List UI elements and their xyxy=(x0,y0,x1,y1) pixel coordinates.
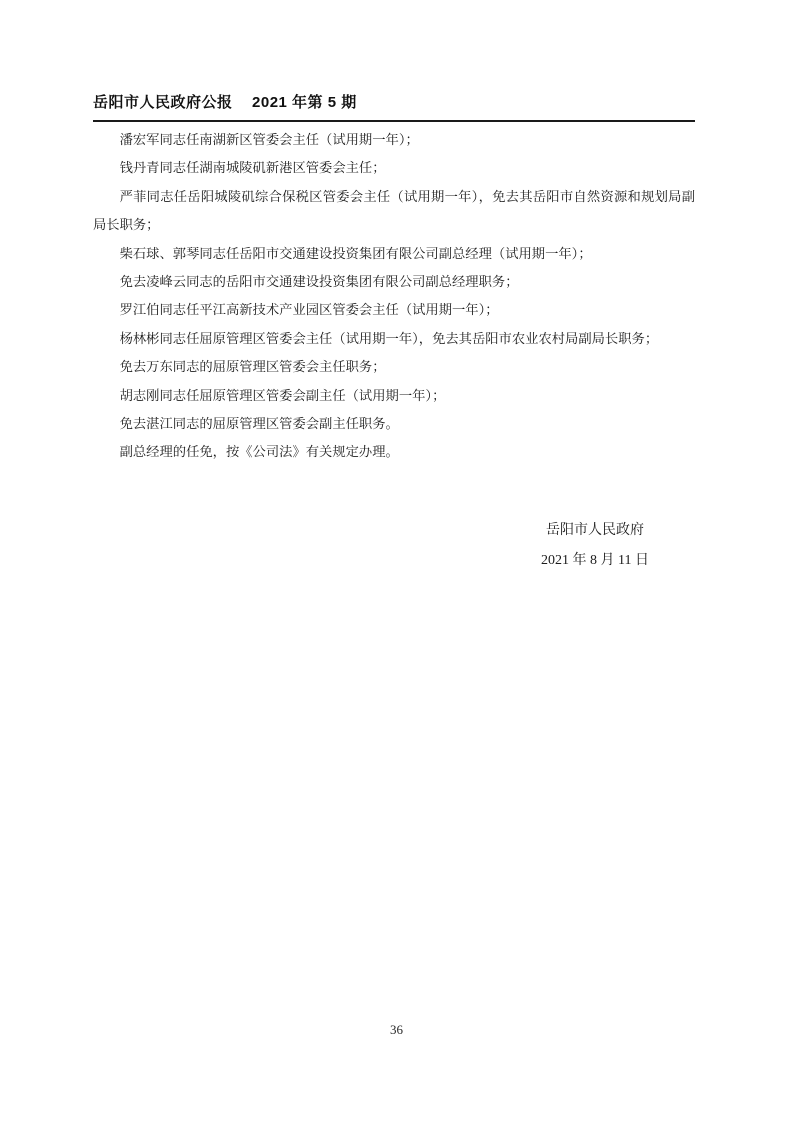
signature-inner xyxy=(541,516,649,576)
gazette-issue: 2021 年第 5 期 xyxy=(252,94,357,111)
body-paragraph: 免去湛江同志的屈原管理区管委会副主任职务。 xyxy=(119,416,399,432)
signature-block xyxy=(93,516,695,576)
body-paragraph: 副总经理的任免，按《公司法》有关规定办理。 xyxy=(119,444,399,460)
body-paragraph: 罗江伯同志任平江高新技术产业园区管委会主任（试用期一年）； xyxy=(119,302,499,318)
signature-date: 2021 年 8 月 11 日 xyxy=(541,553,649,568)
body-paragraph: 柴石球、郭琴同志任岳阳市交通建设投资集团有限公司副总经理（试用期一年）； xyxy=(119,245,592,261)
gazette-header xyxy=(93,94,695,122)
page-number: 36 xyxy=(390,1022,403,1037)
body-paragraph: 严菲同志任岳阳城陵矶综合保税区管委会主任（试用期一年），免去其岳阳市自然资源和规划局副局长职务； xyxy=(93,188,695,233)
signature-name: 岳阳市人民政府 xyxy=(546,523,644,538)
body-paragraph: 免去凌峰云同志的岳阳市交通建设投资集团有限公司副总经理职务； xyxy=(119,274,519,290)
gazette-title: 岳阳市人民政府公报 xyxy=(93,94,233,111)
body-paragraph: 免去万东同志的屈原管理区管委会主任职务； xyxy=(119,359,386,375)
body-paragraph: 钱丹青同志任湖南城陵矶新港区管委会主任； xyxy=(119,160,386,176)
body-paragraph: 潘宏军同志任南湖新区管委会主任（试用期一年）； xyxy=(119,132,419,147)
body-paragraph: 杨林彬同志任屈原管理区管委会主任（试用期一年），免去其岳阳市农业农村局副局长职务； xyxy=(119,330,659,346)
body-paragraph: 胡志刚同志任屈原管理区管委会副主任（试用期一年）； xyxy=(119,387,446,403)
document-body xyxy=(93,126,695,467)
